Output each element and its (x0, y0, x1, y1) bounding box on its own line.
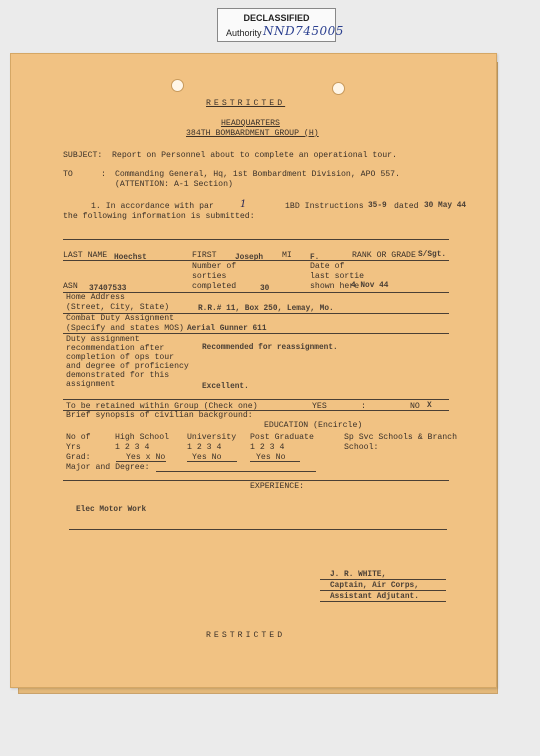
declassified-stamp (217, 8, 344, 42)
edu-hs-grad-line (116, 461, 166, 462)
signature-name: J. R. WHITE, (330, 571, 387, 579)
header-unit: 384TH BOMBARDMENT GROUP (H) (186, 129, 319, 138)
stamp-authority-value: NND745005 (263, 24, 344, 38)
retained-no-mark: X (427, 402, 432, 410)
para1-text-c: dated (394, 202, 419, 211)
edu-school: School: (344, 443, 379, 452)
combat-label-1: Combat Duty Assignment (66, 314, 175, 323)
edu-sp-svc: Sp Svc Schools & Branch (344, 433, 458, 442)
first-label: FIRST (192, 251, 217, 260)
edu-hs-years: 1 2 3 4 (115, 443, 150, 452)
asn-label: ASN (63, 282, 78, 291)
edu-univ-grad: Yes No (192, 453, 222, 462)
subject-text: Report on Personnel about to complete an operational tour. (112, 151, 397, 160)
edu-yrs: Yrs (66, 443, 81, 452)
signature-line-2 (320, 590, 446, 591)
edu-pg-grad-line (250, 461, 300, 462)
rank-label: RANK OR GRADE (352, 251, 416, 260)
duty-label-0: Duty assignment (66, 335, 140, 344)
combat-label-2: (Specify and states MOS) (66, 324, 184, 333)
home-label-1: Home Address (66, 293, 125, 302)
rule-names (63, 260, 449, 261)
retained-yes: YES (312, 402, 327, 411)
to-colon: : (101, 170, 106, 179)
experience-label: EXPERIENCE: (250, 482, 305, 491)
sorties-label-2: sorties (192, 272, 227, 281)
retained-no: NO (410, 402, 420, 411)
asn-value: 37407533 (89, 285, 127, 293)
first-value: Joseph (235, 254, 264, 262)
retained-separator: : (361, 402, 366, 411)
date-last-value: 4 Nov 44 (351, 282, 389, 290)
para1-date: 30 May 44 (424, 202, 467, 210)
punch-hole-left (171, 79, 184, 92)
proficiency-value: Excellent. (202, 383, 249, 391)
edu-high-school: High School (115, 433, 170, 442)
duty-label-5: assignment (66, 380, 116, 389)
stamp-title: DECLASSIFIED (243, 13, 310, 23)
rule-duty (63, 399, 449, 400)
to-label: TO (63, 170, 73, 179)
rank-value: S/Sgt. (418, 251, 447, 259)
para1-line2: the following information is submitted: (63, 212, 255, 221)
edu-university: University (187, 433, 237, 442)
edu-major: Major and Degree: (66, 463, 150, 472)
subject-label: SUBJECT: (63, 151, 103, 160)
signature-rank: Captain, Air Corps, (330, 582, 419, 590)
edu-pg-years: 1 2 3 4 (250, 443, 285, 452)
sorties-value: 30 (260, 285, 270, 293)
date-last-label-1: Date of (310, 262, 345, 271)
retained-label: To be retained within Group (Check one) (66, 402, 258, 411)
rule-top (63, 239, 449, 240)
combat-value: Aerial Gunner 611 (187, 325, 267, 333)
para1-text-a: 1. In accordance with par (91, 202, 214, 211)
edu-grad: Grad: (66, 453, 91, 462)
date-last-label-2: last sortie (310, 272, 365, 281)
duty-label-1: recommendation after (66, 344, 165, 353)
last-name-value: Hoechst (114, 254, 147, 262)
para1-text-b: 1BD Instructions (285, 202, 364, 211)
punch-hole-right (332, 82, 345, 95)
duty-recommendation: Recommended for reassignment. (202, 344, 338, 352)
edu-post-grad: Post Graduate (250, 433, 314, 442)
edu-pg-grad: Yes No (256, 453, 286, 462)
signature-line-1 (320, 579, 446, 580)
footer-classification: RESTRICTED (206, 631, 286, 640)
to-line1: Commanding General, Hq, 1st Bombardment Division, APO 557. (115, 170, 400, 179)
date-last-label-3: shown here (310, 282, 360, 291)
rule-education (63, 480, 449, 481)
home-value: R.R.# 11, Box 250, Lemay, Mo. (198, 305, 334, 313)
sorties-label-1: Number of (192, 262, 237, 271)
header-hq: HEADQUARTERS (221, 119, 280, 128)
edu-major-line (156, 471, 316, 472)
civilian-label: Brief synopsis of civilian background: (66, 411, 253, 420)
rule-experience (69, 529, 447, 530)
mi-value: F. (310, 254, 320, 262)
edu-hs-grad: Yes x No (126, 453, 166, 462)
education-title: EDUCATION (Encircle) (264, 421, 363, 430)
edu-univ-years: 1 2 3 4 (187, 443, 222, 452)
duty-label-2: completion of ops tour (66, 353, 175, 362)
last-name-label: LAST NAME (63, 251, 108, 260)
signature-line-3 (320, 601, 446, 602)
edu-univ-grad-line (187, 461, 237, 462)
para1-par-number: 1 (240, 199, 247, 210)
duty-label-3: and degree of proficiency (66, 362, 189, 371)
stamp-authority-label: Authority (226, 28, 262, 38)
sorties-label-3: completed (192, 282, 237, 291)
signature-title: Assistant Adjutant. (330, 593, 419, 601)
rule-combat (63, 333, 449, 334)
to-line2: (ATTENTION: A-1 Section) (115, 180, 233, 189)
header-classification: RESTRICTED (206, 99, 286, 108)
edu-no-of: No of (66, 433, 91, 442)
mi-label: MI (282, 251, 292, 260)
experience-value: Elec Motor Work (76, 506, 147, 514)
para1-instr-number: 35-9 (368, 202, 387, 210)
home-label-2: (Street, City, State) (66, 303, 170, 312)
duty-label-4: demonstrated for this (66, 371, 170, 380)
